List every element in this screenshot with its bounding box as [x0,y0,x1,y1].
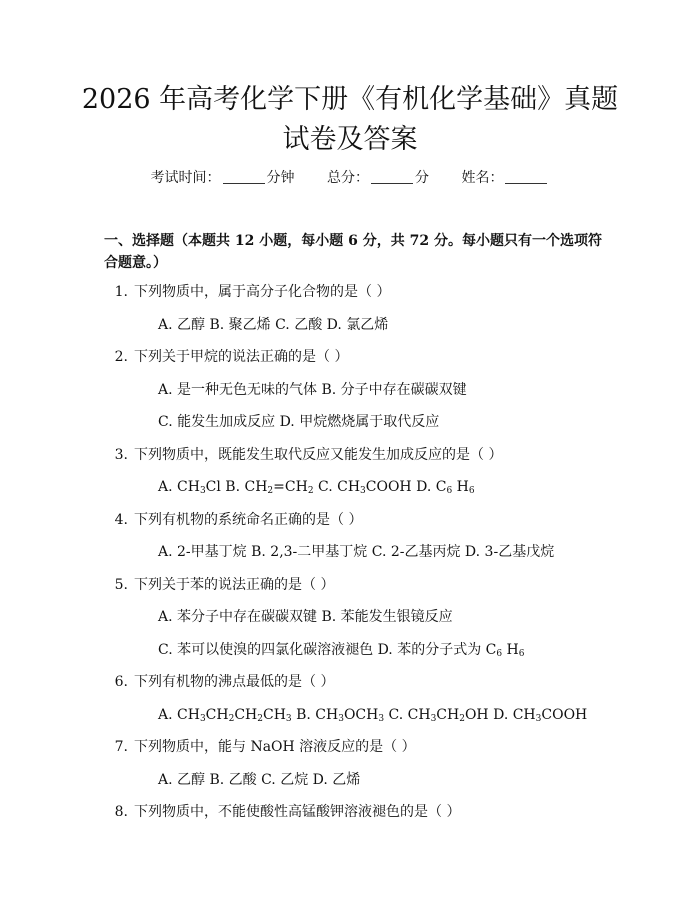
section-heading: 一、选择题（本题共 12 小题，每小题 6 分，共 72 分。每小题只有一个选项符合题意。） [104,233,602,271]
question-number: 5. [114,576,128,593]
exam-time [151,168,295,188]
question-stem: 下列物质中，属于高分子化合物的是（ ） [134,284,391,300]
question-stem: 下列物质中，不能使酸性高锰酸钾溶液褪色的是（ ） [134,804,461,820]
name-blank [505,169,547,184]
question-options: A. $CH_3Cl$ B. $CH_2=CH_2$ C. $CH_3COOH$ D. $C_6$ $H_6$ [158,479,475,496]
question-options: A. 苯分子中存在碳碳双键 B. 苯能发生银镜反应 [158,609,453,625]
student-name [461,168,549,188]
question-number: 7. [114,739,128,755]
question-options: A. 乙醇 B. 乙酸 C. 乙烷 D. 乙烯 [158,771,361,788]
time-label: 考试时间： [150,170,221,186]
question-number: 2. [114,349,128,365]
title-line-2: 试卷及答案 [282,124,418,155]
question-number: 4. [114,511,128,528]
score-unit: 分 [415,170,429,186]
question-number: 8. [114,804,128,820]
question-options: C. 苯可以使溴的四氯化碳溶液褪色 D. 苯的分子式为 $C_6$ $H_6$ [158,641,525,659]
question-stem: 下列物质中，能与 NaOH 溶液反应的是（ ） [134,739,416,755]
exam-title [60,80,640,160]
question-stem: 下列物质中，既能发生取代反应又能发生加成反应的是（ ） [134,446,503,463]
time-blank [223,169,265,184]
score-label: 总分： [327,170,369,186]
question-options: A. $CH_3CH_2CH_2CH_3$ B. $CH_3OCH_3$ C. $CH_3CH_2OH$ D. $CH_3COOH$ [158,706,588,724]
question-options: A. 乙醇 B. 聚乙烯 C. 乙酸 D. 氯乙烯 [158,316,389,333]
question-options: C. 能发生加成反应 D. 甲烷燃烧属于取代反应 [158,414,440,430]
score-blank [371,169,413,184]
question-stem: 下列关于苯的说法正确的是（ ） [134,576,335,593]
title-line-1: 2026 年高考化学下册《有机化学基础》真题 [81,84,619,115]
question-options: A. 2-甲基丁烷 B. 2,3-二甲基丁烷 C. 2-乙基丙烷 D. 3-乙基戊烷 [158,544,555,560]
name-label: 姓名： [461,170,504,186]
time-unit: 分钟 [266,170,295,186]
exam-meta [0,168,700,188]
question-stem: 下列有机物的沸点最低的是（ ） [134,674,335,690]
question-number: 3. [114,446,128,463]
question-number: 6. [114,674,128,690]
question-options: A. 是一种无色无味的气体 B. 分子中存在碳碳双键 [158,381,467,398]
question-stem: 下列关于甲烷的说法正确的是（ ） [134,349,349,365]
question-number: 1. [114,284,128,300]
total-score [327,168,429,188]
question-stem: 下列有机物的系统命名正确的是（ ） [134,511,363,528]
